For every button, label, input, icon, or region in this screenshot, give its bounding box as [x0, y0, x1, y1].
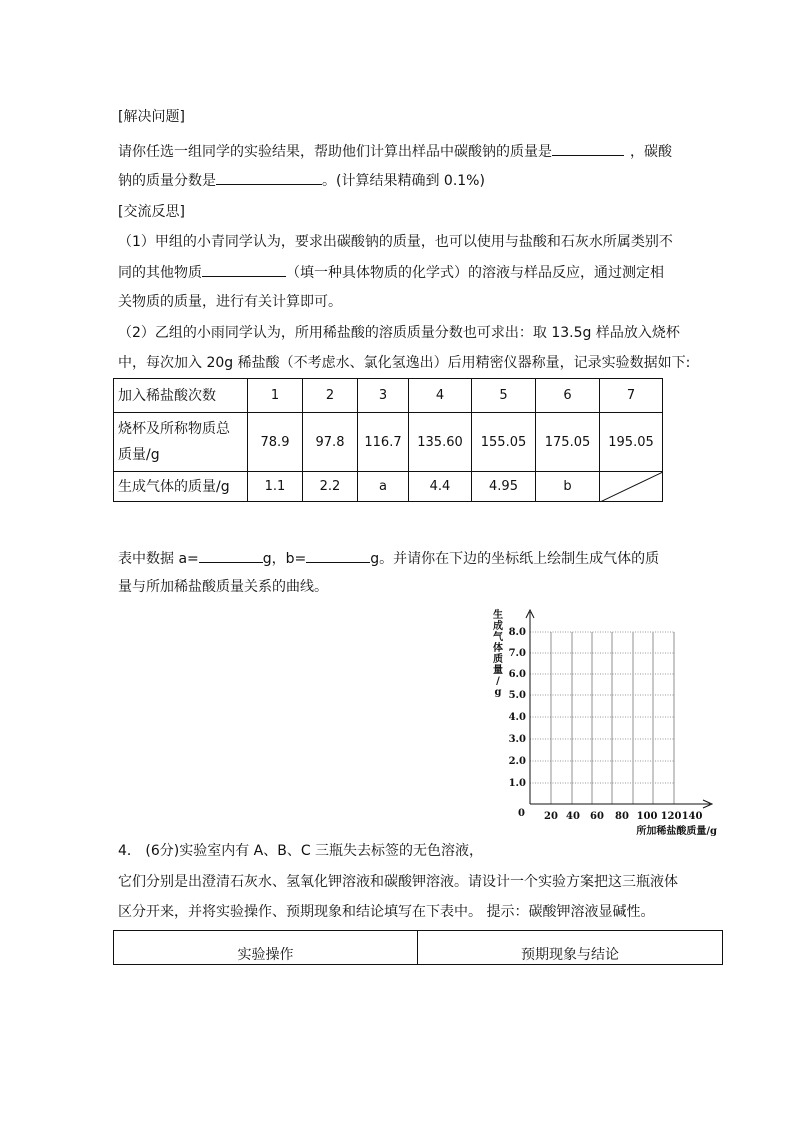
graph-grid: [530, 632, 674, 804]
answer-blank-mass-fraction[interactable]: [216, 170, 322, 185]
y-tick-label: 3.0: [508, 734, 526, 745]
table-cell: 4.4: [409, 472, 472, 502]
table-cell: 6: [536, 379, 600, 413]
y-tick-labels: [509, 627, 526, 789]
x-tick-label: 20: [544, 811, 558, 822]
reflect-p2-line-1: （2）乙组的小雨同学认为，所用稀盐酸的溶质质量分数也可求出：取 13.5g 样品放入烧杯: [118, 325, 680, 341]
table-cell: a: [358, 472, 409, 502]
q4-line-3: 区分开来，并将实验操作、预期现象和结论填写在下表中。 提示：碳酸钾溶液显碱性。: [118, 904, 655, 920]
table-cell: 175.05: [536, 413, 600, 472]
x-axis-label: 所加稀盐酸质量/g: [636, 826, 717, 837]
x-tick-label: 140: [681, 811, 703, 822]
table-cell: b: [536, 472, 600, 502]
reflect-p1-line-1: （1）甲组的小青同学认为，要求出碳酸钠的质量，也可以使用与盐酸和石灰水所属类别不: [118, 234, 673, 250]
y-tick-label: 6.0: [508, 669, 526, 680]
x-tick-label: 100: [636, 811, 658, 822]
y-tick-label: 8.0: [508, 627, 526, 638]
origin-label: 0: [518, 808, 525, 819]
table-cell: 116.7: [358, 413, 409, 472]
table-cell: 2: [303, 379, 358, 413]
x-tick-label: 80: [615, 811, 629, 822]
row-label-gas-mass: 生成气体的质量/g: [114, 472, 248, 502]
y-axis-label-char: /: [496, 676, 500, 687]
column-header-operation: 实验操作: [114, 931, 418, 965]
x-tick-labels: [544, 811, 702, 822]
y-axis-label-char: 成: [493, 621, 503, 632]
y-axis-label-char: 量: [493, 665, 503, 676]
table-cell: 2.2: [303, 472, 358, 502]
solve-heading: [解决问题]: [118, 109, 185, 125]
table-cell: 7: [600, 379, 663, 413]
y-tick-label: 7.0: [508, 648, 526, 659]
experiment-plan-table: [113, 930, 723, 965]
row-label-line: 质量/g: [118, 447, 160, 463]
table-cell: 97.8: [303, 413, 358, 472]
solve-text: 。(计算结果精确到 0.1%): [322, 173, 485, 189]
table-cell: 5: [472, 379, 536, 413]
after-table-text: 表中数据 a=: [118, 551, 199, 567]
y-axis-label-char: g: [494, 687, 502, 698]
table-cell: 3: [358, 379, 409, 413]
answer-blank-sodium-carbonate-mass[interactable]: [552, 141, 624, 156]
reflect-text: （填一种具体物质的化学式）的溶液与样品反应，通过测定相: [286, 265, 664, 281]
table-row: [114, 931, 723, 965]
solve-question-line-2: [118, 170, 485, 191]
table-cell: 4.95: [472, 472, 536, 502]
coordinate-graph: [484, 604, 724, 840]
graph-axes: [526, 610, 712, 808]
y-axis-label-char: 气: [493, 632, 503, 643]
answer-blank-a[interactable]: [199, 548, 263, 563]
answer-blank-b[interactable]: [306, 548, 370, 563]
y-tick-label: 2.0: [508, 756, 526, 767]
table-row: [114, 472, 663, 502]
x-tick-label: 40: [566, 811, 580, 822]
y-tick-label: 1.0: [508, 778, 526, 789]
table-cell: 4: [409, 379, 472, 413]
reflect-p1-line-2: [118, 262, 664, 283]
table-cell: 1: [248, 379, 303, 413]
q4-line-1: 4． (6分)实验室内有 A、B、C 三瓶失去标签的无色溶液，: [118, 843, 484, 859]
reflect-heading: [交流反思]: [118, 204, 185, 220]
solve-text: 钠的质量分数是: [118, 173, 216, 189]
after-table-line-1: [118, 548, 659, 569]
table-row: [114, 379, 663, 413]
after-table-text: g。并请你在下边的坐标纸上绘制生成气体的质: [370, 551, 660, 567]
y-tick-label: 5.0: [508, 690, 526, 701]
x-tick-label: 60: [590, 811, 604, 822]
reflect-p2-line-2: 中，每次加入 20g 稀盐酸（不考虑水、氯化氢逸出）后用精密仪器称量，记录实验数据如下:: [118, 355, 691, 371]
table-row: [114, 413, 663, 472]
table-cell: 135.60: [409, 413, 472, 472]
y-tick-label: 4.0: [508, 712, 526, 723]
table-cell: 1.1: [248, 472, 303, 502]
y-axis-label-char: 生: [493, 610, 503, 621]
y-axis-label: [493, 608, 504, 698]
after-table-line-2: 量与所加稀盐酸质量关系的曲线。: [118, 579, 328, 595]
table-cell: 195.05: [600, 413, 663, 472]
experiment-data-table: [113, 378, 663, 502]
reflect-text: 同的其他物质: [118, 265, 202, 281]
column-header-result: 预期现象与结论: [418, 931, 723, 965]
y-axis-label-char: 质: [493, 654, 503, 665]
y-axis-label-char: 体: [493, 643, 503, 654]
row-label-total-mass: [114, 413, 248, 472]
after-table-text: g，b=: [262, 551, 307, 567]
q4-line-2: 它们分别是出澄清石灰水、氢氧化钾溶液和碳酸钾溶液。请设计一个实验方案把这三瓶液体: [118, 874, 678, 890]
diagonal-slash: [600, 472, 663, 502]
answer-blank-chemical-formula[interactable]: [202, 262, 286, 277]
x-tick-label: 120: [660, 811, 682, 822]
solve-text: ，碳酸: [630, 144, 672, 160]
row-label-line: 烧杯及所称物质总: [118, 421, 230, 437]
solve-text: 请你任选一组同学的实验结果，帮助他们计算出样品中碳酸钠的质量是: [118, 144, 552, 160]
table-cell: 155.05: [472, 413, 536, 472]
diagonal-cell: [600, 472, 663, 502]
row-label-additions: 加入稀盐酸次数: [114, 379, 248, 413]
table-cell: 78.9: [248, 413, 303, 472]
solve-question-line-1: [118, 141, 672, 162]
reflect-p1-line-3: 关物质的质量，进行有关计算即可。: [118, 294, 342, 310]
